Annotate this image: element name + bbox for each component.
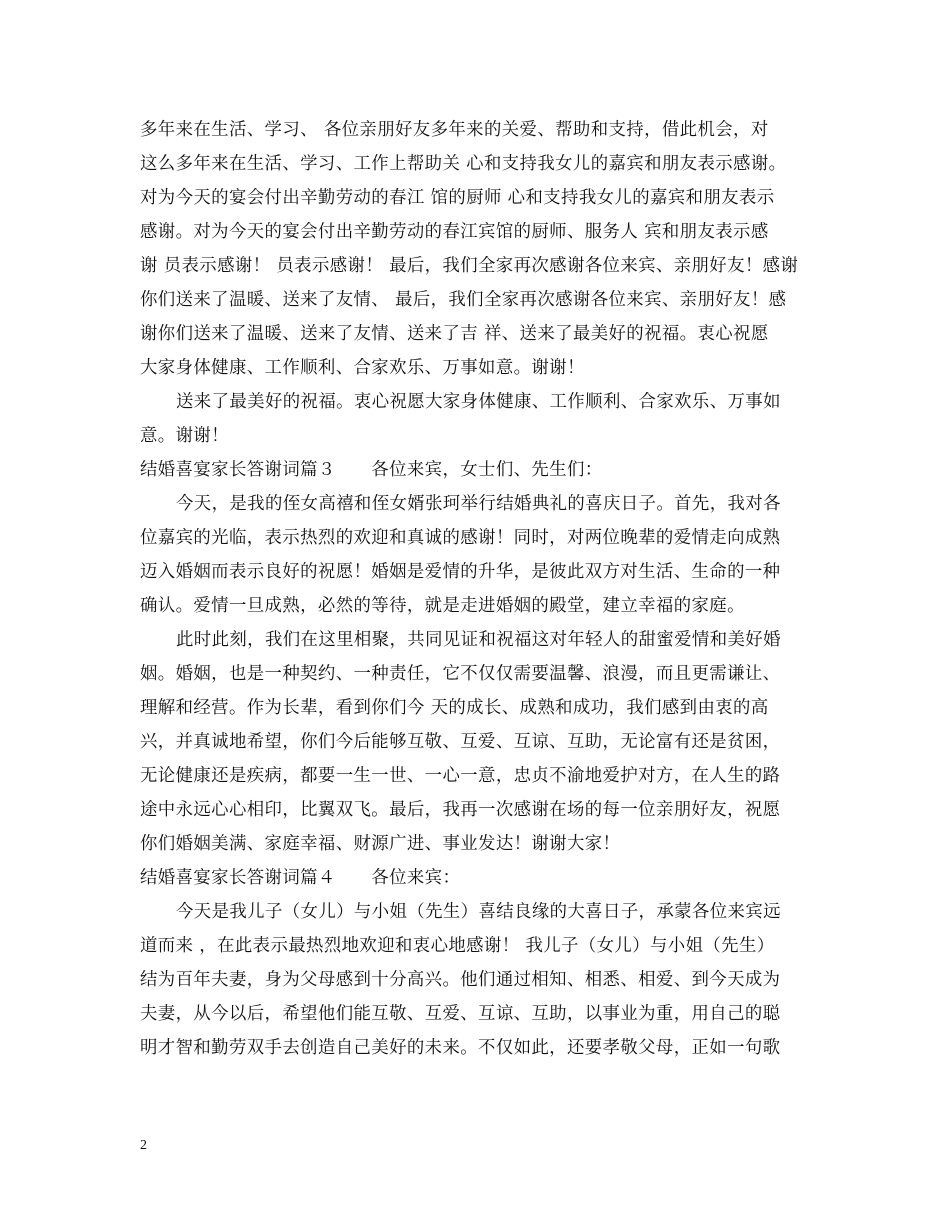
body-line: 结为百年夫妻，身为父母感到十分高兴。他们通过相知、相悉、相爱、到今天成为 <box>140 970 781 990</box>
section-heading-3: 结婚喜宴家长答谢词篇３ 各位来宾，女士们、先生们： <box>140 460 603 480</box>
paragraph-first-line: 此时此刻，我们在这里相聚，共同见证和祝福这对年轻人的甜蜜爱情和美好婚 <box>176 630 781 650</box>
body-line: 位嘉宾的光临，表示热烈的欢迎和真诚的感谢！同时，对两位晚辈的爱情走向成熟 <box>140 528 781 548</box>
body-line: 大家身体健康、工作顺利、合家欢乐、万事如意。谢谢！ <box>140 358 585 378</box>
body-line: 谢你们送来了温暖、送来了友情、送来了吉 祥、送来了最美好的祝福。衷心祝愿 <box>140 324 769 344</box>
body-line: 途中永远心心相印，比翼双飞。最后，我再一次感谢在场的每一位亲朋好友，祝愿 <box>140 800 781 820</box>
paragraph-first-line: 今天，是我的侄女高禧和侄女婿张珂举行结婚典礼的喜庆日子。首先，我对各 <box>176 494 781 514</box>
body-line: 明才智和勤劳双手去创造自己美好的未来。不仅如此，还要孝敬父母，正如一句歌 <box>140 1038 781 1058</box>
paragraph-first-line: 今天是我儿子（女儿）与小姐（先生）喜结良缘的大喜日子，承蒙各位来宾远 <box>176 902 781 922</box>
page-number: 2 <box>140 1138 148 1153</box>
body-line: 兴，并真诚地希望，你们今后能够互敬、互爱、互谅、互助，无论富有还是贫困， <box>140 732 781 752</box>
body-line: 这么多年来在生活、学习、工作上帮助关 心和支持我女儿的嘉宾和朋友表示感谢。 <box>140 154 787 174</box>
body-line: 意。谢谢！ <box>140 426 229 446</box>
body-line: 确认。爱情一旦成熟，必然的等待，就是走进婚姻的殿堂，建立幸福的家庭。 <box>140 596 745 616</box>
body-line: 多年来在生活、学习、 各位亲朋好友多年来的关爱、帮助和支持，借此机会，对 <box>140 120 769 140</box>
paragraph-first-line: 送来了最美好的祝福。衷心祝愿大家身体健康、工作顺利、合家欢乐、万事如 <box>176 392 781 412</box>
body-line: 无论健康还是疾病，都要一生一世、一心一意，忠贞不渝地爱护对方，在人生的路 <box>140 766 781 786</box>
body-line: 你们送来了温暖、送来了友情、 最后，我们全家再次感谢各位来宾、亲朋好友！感 <box>140 290 787 310</box>
body-line: 感谢。对为今天的宴会付出辛勤劳动的春江宾馆的厨师、服务人 宾和朋友表示感 <box>140 222 769 242</box>
body-line: 道而来 ，在此表示最热烈地欢迎和衷心地感谢！ 我儿子（女儿）与小姐（先生） <box>140 936 775 956</box>
body-line: 谢 员表示感谢！ 员表示感谢！ 最后，我们全家再次感谢各位来宾、亲朋好友！感谢 <box>140 256 799 276</box>
body-line: 理解和经营。作为长辈，看到你们今 天的成长、成熟和成功，我们感到由衷的高 <box>140 698 769 718</box>
body-line: 夫妻，从今以后，希望他们能互敬、互爱、互谅、互助，以事业为重，用自己的聪 <box>140 1004 781 1024</box>
section-heading-4: 结婚喜宴家长答谢词篇４ 各位来宾： <box>140 868 461 888</box>
body-line: 你们婚姻美满、家庭幸福、财源广进、事业发达！谢谢大家！ <box>140 834 621 854</box>
body-line: 迈入婚姻而表示良好的祝愿！婚姻是爱情的升华，是彼此双方对生活、生命的一种 <box>140 562 781 582</box>
body-line: 对为今天的宴会付出辛勤劳动的春江 馆的厨师 心和支持我女儿的嘉宾和朋友表示 <box>140 188 775 208</box>
body-line: 姻。婚姻，也是一种契约、一种责任，它不仅仅需要温馨、浪漫，而且更需谦让、 <box>140 664 781 684</box>
